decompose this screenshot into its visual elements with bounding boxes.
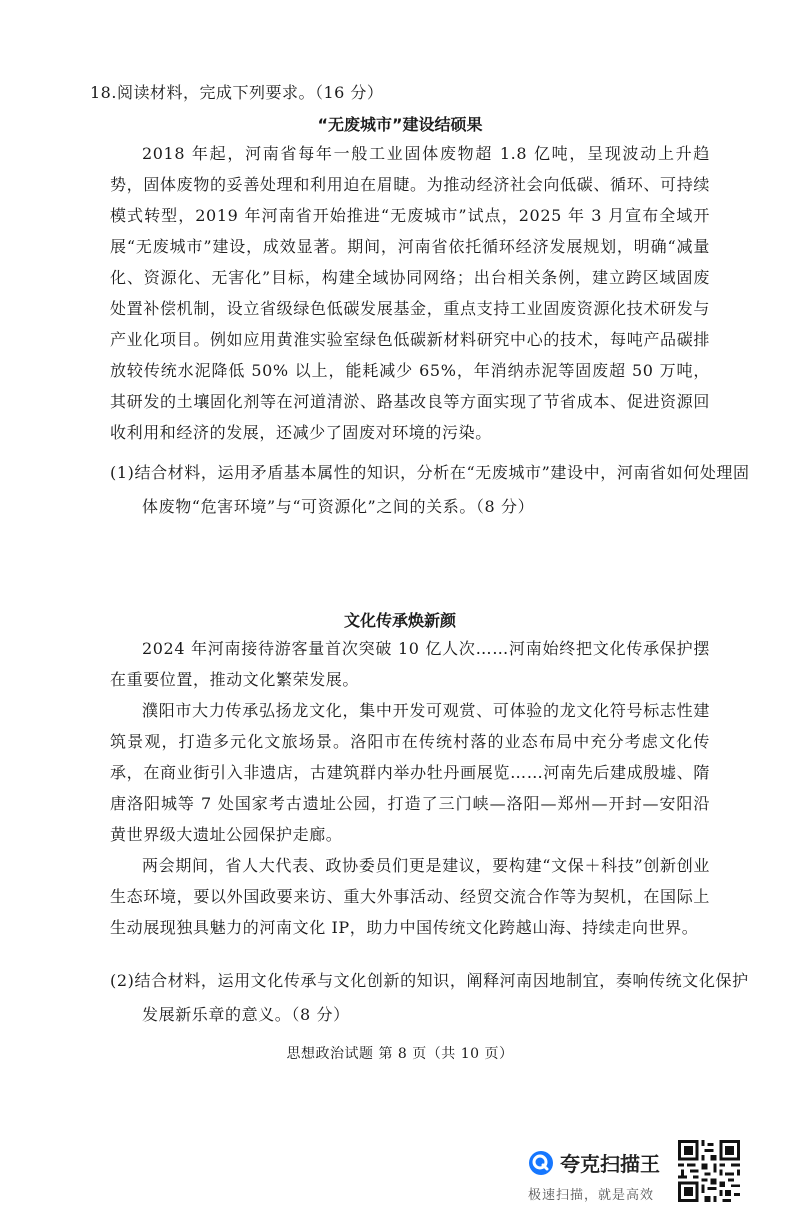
quark-logo-icon bbox=[528, 1150, 554, 1176]
sub-question-1: (1)结合材料，运用矛盾基本属性的知识，分析在“无废城市”建设中，河南省如何处理固体废物“危害环境”与“可资源化”之间的关系。（8 分） bbox=[110, 463, 750, 516]
brand-slogan: 极速扫描，就是高效 bbox=[528, 1188, 655, 1203]
brand-name: 夸克扫描王 bbox=[560, 1152, 660, 1176]
section2-paragraph-2: 濮阳市大力传承弘扬龙文化，集中开发可观赏、可体验的龙文化符号标志性建筑景观，打造多元化文旅场景。洛阳市在传统村落的业态布局中充分考虑文化传承，在商业街引入非遗店，古建筑群内举办牡丹画展览……河南先后建成殷墟、隋唐洛阳城等 7 处国家考古遗址公园，打造了三门峡—洛阳—郑州—开封—安阳沿黄世界级大遗址公园保护走廊。 bbox=[110, 701, 710, 844]
section-title-culture: 文化传承焕新颜 bbox=[343, 611, 456, 630]
question-title: 18.阅读材料，完成下列要求。（16 分） bbox=[90, 83, 384, 102]
sub-question-2: (2)结合材料，运用文化传承与文化创新的知识，阐释河南因地制宜，奏响传统文化保护发展新乐章的意义。（8 分） bbox=[110, 971, 749, 1024]
section2-paragraph-3: 两会期间，省人大代表、政协委员们更是建议，要构建“文保＋科技”创新创业生态环境，要以外国政要来访、重大外事活动、经贸交流合作等为契机，在国际上生动展现独具魅力的河南文化 IP，助力中国传统文化跨越山海、持续走向世界。 bbox=[110, 856, 710, 937]
scanner-watermark bbox=[528, 1148, 668, 1204]
page-footer: 思想政治试题 第 8 页（共 10 页） bbox=[286, 1046, 514, 1062]
qr-code-icon bbox=[678, 1140, 740, 1202]
section1-paragraph: 2018 年起，河南省每年一般工业固体废物超 1.8 亿吨，呈现波动上升趋势，固体废物的妥善处理和利用迫在眉睫。为推动经济社会向低碳、循环、可持续模式转型，2019 年河南省开始推进“无废城市”试点，2025 年 3 月宣布全域开展“无废城市”建设，成效显著。期间，河南省依托循环经济发展规划，明确“减量化、资源化、无害化”目标，构建全域协同网络；出台相关条例，建立跨区域固废处置补偿机制，设立省级绿色低碳发展基金，重点支持工业固废资源化技术研发与产业化项目。例如应用黄淮实验室绿色低碳新材料研究中心的技术，每吨产品碳排放较传统水泥降低 50% 以上，能耗减少 65%，年消纳赤泥等固废超 50 万吨，其研发的土壤固化剂等在河道清淤、路基改良等方面实现了节省成本、促进资源回收利用和经济的发展，还减少了固废对环境的污染。 bbox=[110, 144, 710, 442]
section-title-waste-free-city: “无废城市”建设结硕果 bbox=[317, 115, 483, 134]
section2-paragraph-1: 2024 年河南接待游客量首次突破 10 亿人次……河南始终把文化传承保护摆在重要位置，推动文化繁荣发展。 bbox=[110, 639, 710, 689]
